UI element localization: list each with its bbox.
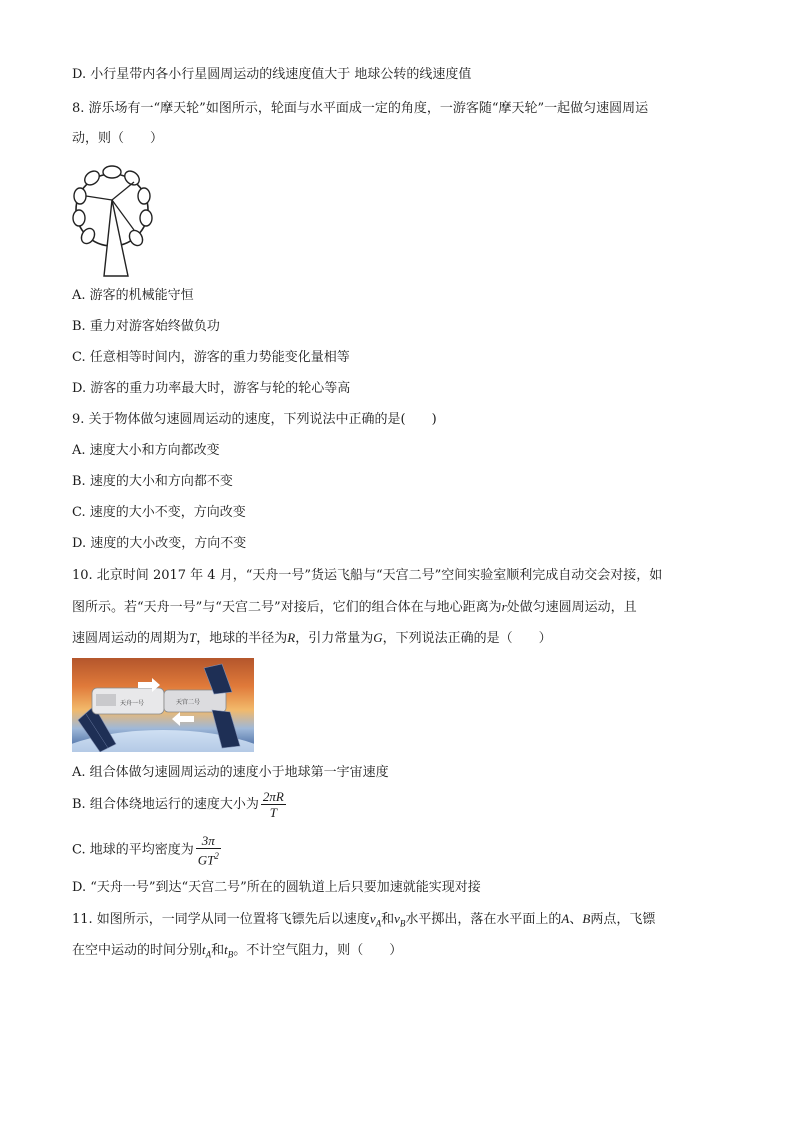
q9-stem: 9. 关于物体做匀速圆周运动的速度，下列说法中正确的是( ) bbox=[72, 412, 437, 427]
q8-option-c: C. 任意相等时间内，游客的重力势能变化量相等 bbox=[72, 350, 350, 365]
ferris-wheel-figure bbox=[68, 160, 160, 280]
q11-stem-line2: 在空中运动的时间分别$t_A$和$t_B$。不计空气阻力，则（ ） bbox=[72, 942, 403, 960]
fraction-3pi-over-GT2: $\frac{3\pi}{GT^2}$ bbox=[197, 833, 219, 868]
q9-option-c: C. 速度的大小不变，方向改变 bbox=[72, 505, 246, 520]
q9-option-b: B. 速度的大小和方向都不变 bbox=[72, 474, 233, 489]
q10-option-a: A. 组合体做匀速圆周运动的速度小于地球第一宇宙速度 bbox=[72, 765, 389, 780]
q11-stem-line1: 11. 如图所示，一同学从同一位置将飞镖先后以速度$v_A$和$v_B$水平掷出，落在水平面上的A、B两点，飞镖 bbox=[72, 911, 656, 929]
q10-option-b: B. 组合体绕地运行的速度大小为 $\frac{2\pi R}{T}$ bbox=[72, 789, 284, 820]
q7-option-d: D. 小行星带内各小行星圆周运动的线速度值大于 地球公转的线速度值 bbox=[72, 67, 472, 82]
q10-stem-line1: 10. 北京时间 2017 年 4 月，“天舟一号”货运飞船与“天宫二号”空间实验室顺利完成自动交会对接，如 bbox=[72, 568, 663, 583]
label-tiangong-2: 天宫二号 bbox=[176, 699, 201, 706]
space-station-docking-photo bbox=[72, 658, 254, 752]
fraction-2piR-over-T: $\frac{2\pi R}{T}$ bbox=[262, 789, 284, 820]
q9-option-a: A. 速度大小和方向都改变 bbox=[72, 443, 220, 458]
q10-stem-line2: 图所示。若“天舟一号”与“天宫二号”对接后，它们的组合体在与地心距离为r处做匀速圆周运动，且 bbox=[72, 599, 637, 615]
q8-option-a: A. 游客的机械能守恒 bbox=[72, 288, 194, 303]
q10-stem-line3: 速圆周运动的周期为T，地球的半径为R，引力常量为G，下列说法正确的是（ ） bbox=[72, 630, 552, 646]
q9-option-d: D. 速度的大小改变，方向不变 bbox=[72, 536, 247, 551]
q8-stem-line2: 动，则（ ） bbox=[72, 131, 164, 146]
var-T: T bbox=[189, 630, 197, 645]
q10-option-c: C. 地球的平均密度为 $\frac{3\pi}{GT^2}$ bbox=[72, 833, 219, 868]
q8-option-b: B. 重力对游客始终做负功 bbox=[72, 319, 220, 334]
var-r: r bbox=[501, 599, 507, 614]
q10-option-d: D. “天舟一号”到达“天宫二号”所在的圆轨道上后只要加速就能实现对接 bbox=[72, 880, 481, 895]
var-G: G bbox=[373, 630, 383, 645]
q8-option-d: D. 游客的重力功率最大时，游客与轮的轮心等高 bbox=[72, 381, 351, 396]
var-R: R bbox=[287, 630, 296, 645]
q8-stem-line1: 8. 游乐场有一“摩天轮”如图所示，轮面与水平面成一定的角度，一游客随“摩天轮”一起做匀速圆周运 bbox=[72, 101, 649, 116]
label-tianzhou-1: 天舟一号 bbox=[120, 700, 145, 707]
